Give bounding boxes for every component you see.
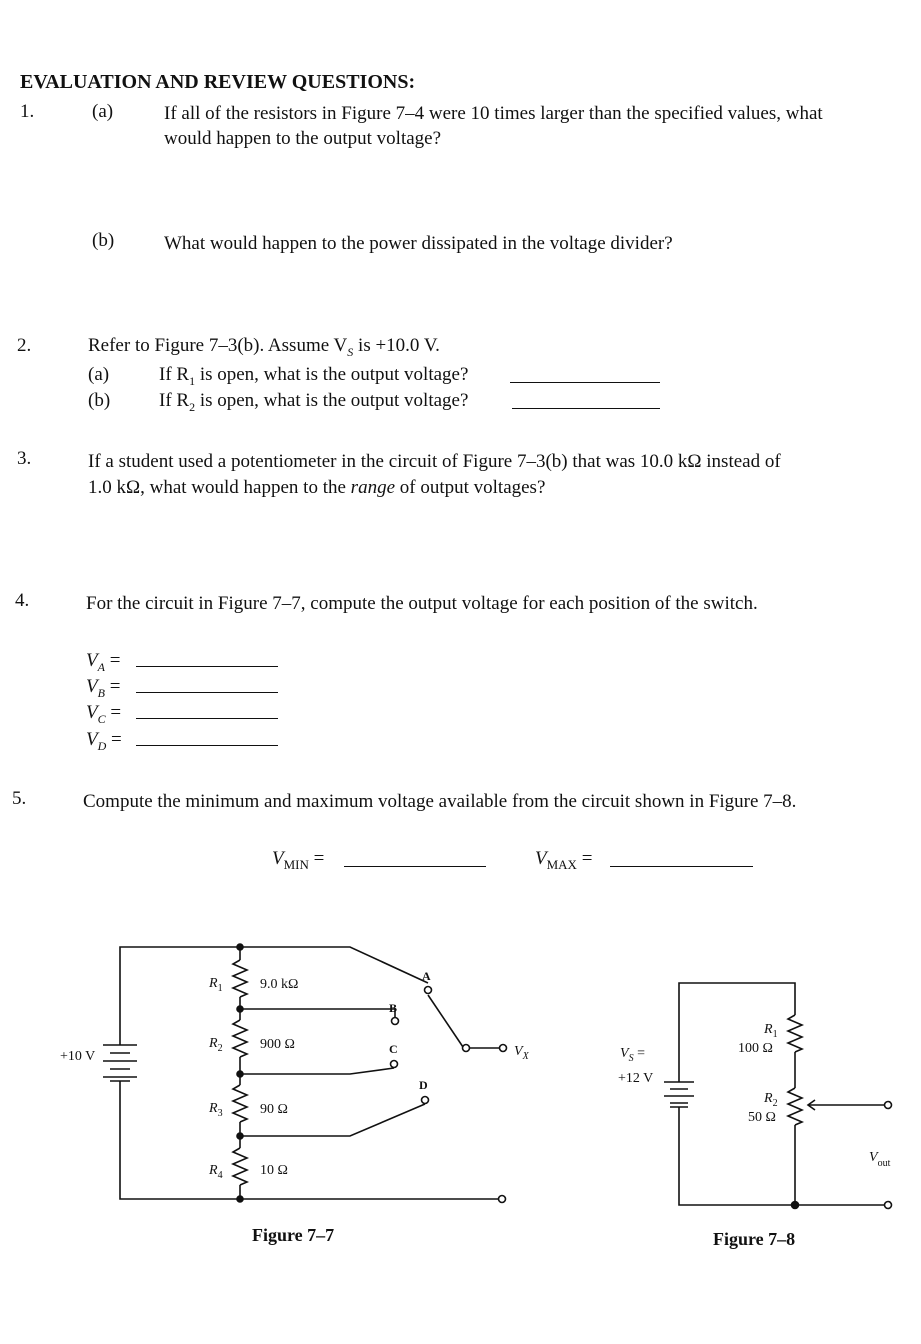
q5-text: Compute the minimum and maximum voltage available from the circuit shown in Figure 7–8. [83, 791, 797, 812]
fig77-r1-value: 9.0 kΩ [260, 977, 299, 992]
r1-78-zigzag [788, 1015, 802, 1052]
r2-78-zigzag [788, 1088, 802, 1125]
q4-answer-vc: $V_C$ = [86, 702, 122, 726]
fig77-r2-label: $R_2$ [209, 1036, 223, 1054]
q3-text-line2: 1.0 kΩ, what would happen to the range of output voltages? [88, 477, 546, 498]
q4-answer-va: $V_A$ = [86, 650, 121, 674]
figure-7-7-caption: Figure 7–7 [252, 1225, 335, 1245]
fig78-r2-value: 50 Ω [748, 1110, 776, 1125]
figure-7-8-circuit [664, 983, 884, 1205]
fig78-vs-label: $V_S$ = [620, 1046, 645, 1064]
r1-zigzag [233, 960, 247, 997]
fig77-pos-d: D [419, 1078, 428, 1092]
q3-text-line1: If a student used a potentiometer in the circuit of Figure 7–3(b) that was 10.0 kΩ instead of [88, 451, 781, 472]
q5-vmin-label: $V_{MIN}$ = [272, 848, 325, 872]
q1b-label: (b) [92, 230, 115, 251]
fig78-vs-value: +12 V [618, 1071, 654, 1086]
fig77-pos-a: A [422, 969, 431, 983]
fig77-vx-label: $V_X$ [514, 1044, 529, 1062]
fig78-r2-label: $R_2$ [764, 1091, 778, 1109]
q4-number: 4. [15, 590, 30, 611]
fig77-source-label: +10 V [60, 1049, 96, 1064]
r2-zigzag [233, 1020, 247, 1057]
q2b-label: (b) [88, 390, 111, 411]
q3-number: 3. [17, 448, 32, 469]
q1b-text: What would happen to the power dissipated in the voltage divider? [164, 233, 673, 254]
q1-number: 1. [20, 101, 35, 122]
fig77-r4-value: 10 Ω [260, 1163, 288, 1178]
q5-vmax-label: $V_{MAX}$ = [535, 848, 593, 872]
section-heading: EVALUATION AND REVIEW QUESTIONS: [20, 71, 416, 93]
fig77-pos-c: C [389, 1042, 398, 1056]
q2-number: 2. [17, 335, 32, 356]
fig78-r1-value: 100 Ω [738, 1041, 773, 1056]
q1a-text-line2: would happen to the output voltage? [164, 128, 442, 149]
r3-zigzag [233, 1085, 247, 1122]
q5-number: 5. [12, 788, 27, 809]
q4-answer-vb: $V_B$ = [86, 676, 121, 700]
figure-7-8-caption: Figure 7–8 [713, 1229, 796, 1249]
fig78-vout-label: $V_{out}$ [869, 1150, 891, 1169]
fig77-r3-label: $R_3$ [209, 1101, 223, 1119]
fig77-r1-label: $R_1$ [209, 976, 223, 994]
q2-intro: Refer to Figure 7–3(b). Assume $V_S$ is +10.0 V. [88, 335, 440, 359]
fig77-r3-value: 90 Ω [260, 1102, 288, 1117]
q4-text: For the circuit in Figure 7–7, compute the output voltage for each position of the switch. [86, 593, 758, 614]
q2a-label: (a) [88, 364, 110, 385]
r4-zigzag [233, 1148, 247, 1185]
fig77-r4-label: $R_4$ [209, 1163, 223, 1181]
q1a-label: (a) [92, 101, 114, 122]
fig78-r1-label: $R_1$ [764, 1022, 778, 1040]
fig77-r2-value: 900 Ω [260, 1037, 295, 1052]
figure-7-7-circuit [103, 947, 500, 1199]
q2b-text: If $R_2$ is open, what is the output voltage? [159, 390, 469, 414]
q1a-text-line1: If all of the resistors in Figure 7–4 were 10 times larger than the specified values, what [164, 103, 823, 124]
q2a-text: If $R_1$ is open, what is the output voltage? [159, 364, 469, 388]
q4-answer-vd: $V_D$ = [86, 729, 122, 753]
fig77-pos-b: B [389, 1001, 398, 1015]
